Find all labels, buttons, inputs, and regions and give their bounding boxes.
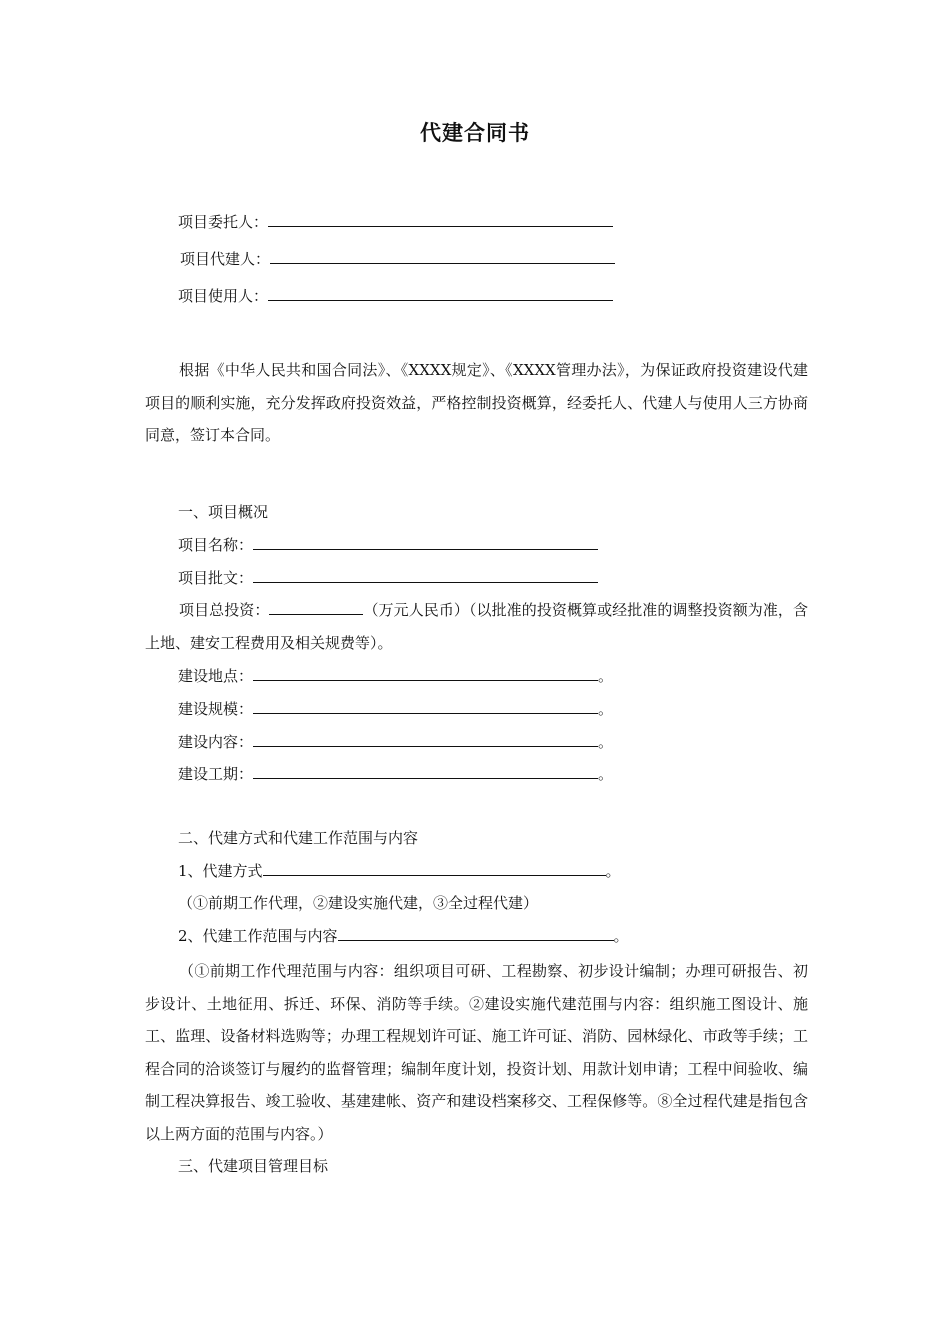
section1-heading: 一、项目概况 <box>178 503 269 521</box>
location-blank[interactable] <box>253 666 598 681</box>
content-blank[interactable] <box>253 732 598 747</box>
scale-row <box>178 699 613 719</box>
agent-label: 项目代建人： <box>180 250 271 268</box>
mode-blank[interactable] <box>263 861 606 876</box>
user-label: 项目使用人： <box>178 287 269 305</box>
preamble-text: 根据《中华人民共和国合同法》、《XXXX规定》、《XXXX管理办法》，为保证政府投资建设代建项目的顺利实施，充分发挥政府投资效益，严格控制投资概算，经委托人、代建人与使用人三方协商同意，签订本合同。 <box>145 361 808 444</box>
section3-heading: 三、代建项目管理目标 <box>178 1157 329 1175</box>
client-row <box>178 212 613 232</box>
location-row <box>178 666 613 686</box>
scope-detail: （①前期工作代理范围与内容：组织项目可研、工程勘察、初步设计编制；办理可研报告、初步设计、土地征用、拆迁、环保、消防等手续。②建设实施代建范围与内容：组织施工图设计、施工、监理、设备材料选购等；办理工程规划许可证、施工许可证、消防、园林绿化、市政等手续；工程合同的洽谈签订与履约的监督管理；编制年度计划，投资计划、用款计划申请；工程中间验收、编制工程决算报告、竣工验收、基建建帐、资产和建设档案移交、工程保修等。⑧全过程代建是指包含以上两方面的范围与内容。） <box>145 962 808 1143</box>
scale-label: 建设规模： <box>178 700 254 718</box>
scope-row <box>178 926 629 946</box>
project-name-row <box>178 535 598 555</box>
client-label: 项目委托人： <box>178 213 269 231</box>
project-approval-label: 项目批文： <box>178 569 254 587</box>
project-name-label: 项目名称： <box>178 536 254 554</box>
preamble-paragraph <box>145 354 808 452</box>
duration-blank[interactable] <box>253 764 598 779</box>
section2-heading: 二、代建方式和代建工作范围与内容 <box>178 829 419 847</box>
location-label: 建设地点： <box>178 667 254 685</box>
project-approval-blank[interactable] <box>253 568 598 583</box>
agent-row <box>180 249 615 269</box>
content-row <box>178 732 613 752</box>
scope-paragraph <box>145 955 808 1150</box>
content-period: 。 <box>598 733 614 751</box>
scope-blank[interactable] <box>338 926 614 941</box>
scope-label: 2、代建工作范围与内容 <box>178 927 338 945</box>
scope-period: 。 <box>613 927 629 945</box>
mode-period: 。 <box>605 862 621 880</box>
client-blank[interactable] <box>268 212 613 227</box>
mode-label: 1、代建方式 <box>178 862 263 880</box>
investment-paragraph <box>145 594 808 659</box>
duration-row <box>178 764 613 784</box>
project-approval-row <box>178 568 598 588</box>
user-row <box>178 286 613 306</box>
mode-row <box>178 861 621 881</box>
mode-options: （①前期工作代理，②建设实施代建，③全过程代建） <box>178 894 539 912</box>
investment-label: 项目总投资： <box>179 601 270 619</box>
document-title: 代建合同书 <box>420 121 530 145</box>
scale-period: 。 <box>598 700 614 718</box>
user-blank[interactable] <box>268 286 613 301</box>
location-period: 。 <box>598 667 614 685</box>
scale-blank[interactable] <box>253 699 598 714</box>
project-name-blank[interactable] <box>253 535 598 550</box>
investment-blank[interactable] <box>269 600 363 615</box>
agent-blank[interactable] <box>270 249 615 264</box>
duration-period: 。 <box>598 765 614 783</box>
duration-label: 建设工期： <box>178 765 254 783</box>
content-label: 建设内容： <box>178 733 254 751</box>
investment-note: （万元人民币）（以批准的投资概算或经批准的调整投资额为准，含上地、建安工程费用及相关规费等）。 <box>145 601 808 652</box>
